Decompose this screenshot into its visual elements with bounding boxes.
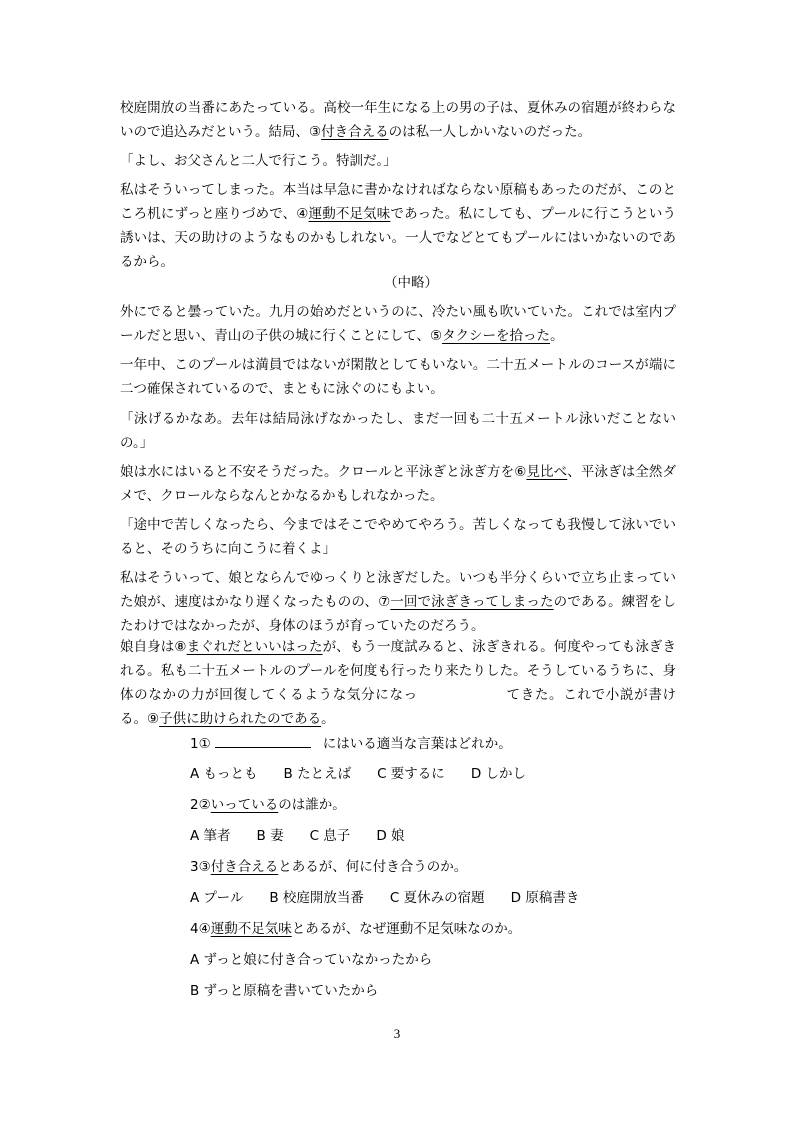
question-3-options bbox=[190, 888, 605, 908]
text: 私はそういってしまった。本当は早急に書かなければならない原稿もあったのだが、このところ机にずっと座りづめで、④ bbox=[120, 182, 676, 222]
paragraph-5: 一年中、このプールは満員ではないが閑散としてもいない。二十五メートルのコースが端に二つ確保されているので、まともに泳ぐのにもよい。 bbox=[120, 357, 676, 397]
omitted-marker: （中略） bbox=[384, 275, 438, 291]
paragraph-3 bbox=[120, 178, 676, 274]
text: 娘自身は⑧ bbox=[120, 639, 187, 655]
text: 娘は水にはいると不安そうだった。クロールと平泳ぎと泳ぎ方を⑥ bbox=[120, 464, 527, 480]
question-number: 1① bbox=[190, 736, 211, 752]
question-1-options bbox=[190, 764, 552, 784]
underlined-text: 一回で泳ぎきってしまった bbox=[390, 594, 554, 610]
answer-blank bbox=[215, 733, 311, 748]
text: のである。練習をしたわけではなかったが、身体のほうが育っていたのだろう。 bbox=[120, 594, 677, 634]
option-a: A プール bbox=[190, 890, 244, 906]
text: 私はそういって、娘とならんでゆっくりと泳ぎだした。いつも半分くらいで立ち止まっていた娘が、速度はかなり遅くなったものの、⑦ bbox=[120, 570, 677, 610]
text: てきた。これで小説が書ける。⑨ bbox=[120, 687, 677, 727]
question-4-option-a: A ずっと娘に付き合っていなかったから bbox=[190, 952, 433, 968]
paragraph-10 bbox=[120, 635, 676, 731]
option-d: D 原稿書き bbox=[510, 890, 580, 906]
paragraph-7 bbox=[120, 460, 676, 508]
option-c: C 夏休みの宿題 bbox=[389, 890, 485, 906]
underlined-text: 付き合える bbox=[210, 859, 279, 875]
underlined-text: 見比べ bbox=[526, 464, 568, 480]
option-c: C 息子 bbox=[309, 828, 351, 844]
text: が、もう一度試みると、泳ぎきれる。何度やっても泳ぎきれる。私も二十五メートルのプールを何度も行ったり来たりした。そうしているうちに、身体のなかの力が回復してくるような気分になっ bbox=[120, 639, 677, 703]
question-text: とあるが、何に付き合うのか。 bbox=[278, 859, 468, 875]
question-number: 2② bbox=[190, 797, 211, 813]
underlined-text: 子供に助けられたのである bbox=[159, 711, 322, 727]
question-4 bbox=[190, 919, 521, 939]
question-text: とあるが、なぜ運動不足気味なのか。 bbox=[291, 921, 522, 937]
text: 校庭開放の当番にあたっている。高校一年生になる上の男の子は、夏休みの宿題が終わらないので追込みだという。結局、③ bbox=[120, 100, 676, 140]
text: 、平泳ぎは全然ダメで、クロールならなんとかなるかもしれなかった。 bbox=[120, 464, 676, 504]
option-b: B 妻 bbox=[256, 828, 284, 844]
text: 外にでると曇っていた。九月の始めだというのに、冷たい風も吹いていた。これでは室内プールだと思い、青山の子供の城に行くことにして、⑤ bbox=[120, 304, 676, 344]
paragraph-4 bbox=[120, 300, 676, 348]
text: 。 bbox=[321, 711, 335, 727]
question-1 bbox=[190, 733, 512, 754]
option-d: D しかし bbox=[470, 766, 526, 782]
paragraph-2: 「よし、お父さんと二人で行こう。特訓だ。」 bbox=[120, 153, 397, 169]
paragraph-1 bbox=[120, 96, 676, 144]
page-number: 3 bbox=[393, 1026, 401, 1041]
option-b: B たとえば bbox=[283, 766, 352, 782]
question-4-option-b: B ずっと原稿を書いていたから bbox=[190, 983, 379, 999]
question-2 bbox=[190, 795, 346, 815]
question-number: 3③ bbox=[190, 859, 211, 875]
underlined-text: 運動不足気味 bbox=[308, 206, 391, 222]
question-2-options bbox=[190, 826, 431, 846]
question-text: のは誰か。 bbox=[278, 797, 346, 813]
option-a: A 筆者 bbox=[190, 828, 231, 844]
underlined-text: タクシーを拾った bbox=[442, 328, 551, 344]
underlined-text: まぐれだといいはった bbox=[186, 639, 323, 655]
question-text: にはいる適当な言葉はどれか。 bbox=[322, 736, 512, 752]
paragraph-9 bbox=[120, 566, 676, 638]
question-number: 4④ bbox=[190, 921, 211, 937]
question-3 bbox=[190, 857, 467, 877]
option-b: B 校庭開放当番 bbox=[269, 890, 364, 906]
underlined-text: いっている bbox=[210, 797, 279, 813]
option-c: C 要するに bbox=[377, 766, 445, 782]
underlined-text: 運動不足気味 bbox=[210, 921, 292, 937]
option-d: D 娘 bbox=[376, 828, 405, 844]
paragraph-6: 「泳げるかなあ。去年は結局泳げなかったし、まだ一回も二十五メートル泳いだことないの。」 bbox=[120, 411, 676, 451]
text: のは私一人しかいないのだった。 bbox=[388, 124, 592, 140]
underlined-text: 付き合える bbox=[321, 124, 389, 140]
text: 。 bbox=[550, 328, 564, 344]
paragraph-8: 「途中で苦しくなったら、今まではそこでやめてやろう。苦しくなっても我慢して泳いでいると、そのうちに向こうに着くよ」 bbox=[120, 517, 676, 557]
text: であった。私にしても、プールに行こうという誘いは、天の助けのようなものかもしれない。一人でなどとてもプールにはいかないのであるから。 bbox=[120, 206, 676, 270]
option-a: A もっとも bbox=[190, 766, 258, 782]
